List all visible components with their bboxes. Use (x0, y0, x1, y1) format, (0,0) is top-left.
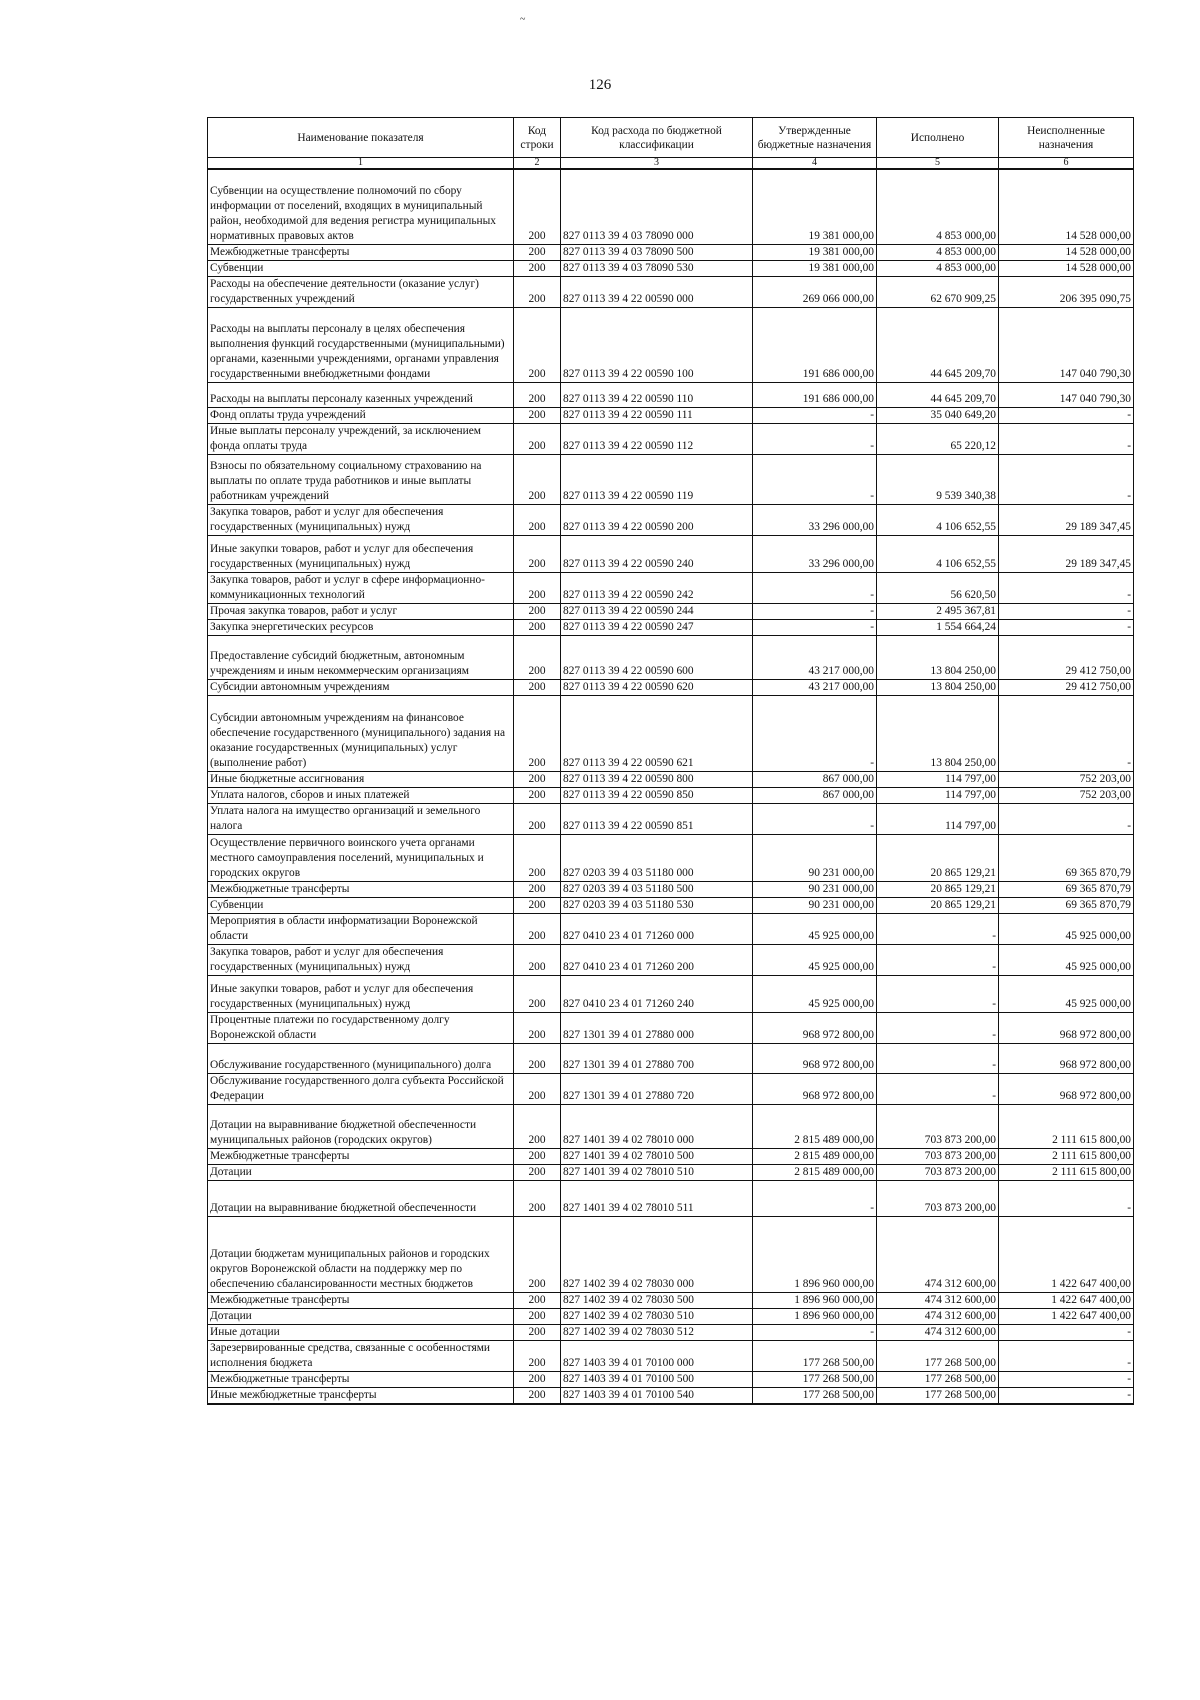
row-unexecuted: 147 040 790,30 (999, 382, 1134, 407)
row-executed: 44 645 209,70 (877, 307, 999, 382)
row-budget-code: 827 0113 39 4 22 00590 100 (561, 307, 753, 382)
row-line-code: 200 (514, 1324, 561, 1340)
table-row (208, 944, 1134, 975)
table-row (208, 881, 1134, 897)
row-approved: 968 972 800,00 (753, 1073, 877, 1104)
row-approved: 867 000,00 (753, 787, 877, 803)
row-unexecuted: 2 111 615 800,00 (999, 1104, 1134, 1148)
row-approved: 2 815 489 000,00 (753, 1104, 877, 1148)
row-executed: 44 645 209,70 (877, 382, 999, 407)
header-name: Наименование показателя (208, 118, 514, 158)
row-line-code: 200 (514, 1308, 561, 1324)
row-line-code: 200 (514, 1387, 561, 1404)
row-budget-code: 827 1403 39 4 01 70100 540 (561, 1387, 753, 1404)
column-number: 6 (999, 158, 1134, 170)
table-row (208, 1292, 1134, 1308)
row-line-code: 200 (514, 1073, 561, 1104)
row-line-code: 200 (514, 535, 561, 572)
row-name: Закупка энергетических ресурсов (208, 619, 514, 635)
row-line-code: 200 (514, 1043, 561, 1073)
row-budget-code: 827 0113 39 4 03 78090 530 (561, 260, 753, 276)
row-executed: 9 539 340,38 (877, 454, 999, 504)
row-budget-code: 827 1401 39 4 02 78010 510 (561, 1164, 753, 1180)
row-line-code: 200 (514, 695, 561, 771)
row-budget-code: 827 0113 39 4 22 00590 112 (561, 423, 753, 454)
row-line-code: 200 (514, 913, 561, 944)
row-approved: 1 896 960 000,00 (753, 1308, 877, 1324)
row-executed: 177 268 500,00 (877, 1387, 999, 1404)
row-budget-code: 827 0203 39 4 03 51180 530 (561, 897, 753, 913)
row-line-code: 200 (514, 1012, 561, 1043)
row-executed: 703 873 200,00 (877, 1104, 999, 1148)
row-approved: - (753, 572, 877, 603)
row-approved: 968 972 800,00 (753, 1012, 877, 1043)
row-unexecuted: - (999, 619, 1134, 635)
row-line-code: 200 (514, 787, 561, 803)
row-budget-code: 827 0410 23 4 01 71260 200 (561, 944, 753, 975)
row-name: Межбюджетные трансферты (208, 1371, 514, 1387)
table-row (208, 1104, 1134, 1148)
row-unexecuted: 1 422 647 400,00 (999, 1308, 1134, 1324)
row-budget-code: 827 1301 39 4 01 27880 000 (561, 1012, 753, 1043)
row-budget-code: 827 0113 39 4 22 00590 851 (561, 803, 753, 834)
row-executed: 65 220,12 (877, 423, 999, 454)
row-approved: - (753, 1180, 877, 1216)
table-row (208, 679, 1134, 695)
row-line-code: 200 (514, 504, 561, 535)
row-executed: 13 804 250,00 (877, 679, 999, 695)
row-executed: - (877, 944, 999, 975)
row-approved: 19 381 000,00 (753, 260, 877, 276)
row-approved: - (753, 695, 877, 771)
table-row (208, 1043, 1134, 1073)
scan-mark: ~ (520, 14, 526, 25)
row-budget-code: 827 0113 39 4 03 78090 500 (561, 244, 753, 260)
table-row (208, 1371, 1134, 1387)
row-name: Обслуживание государственного долга субъекта Российской Федерации (208, 1073, 514, 1104)
row-name: Иные закупки товаров, работ и услуг для обеспечения государственных (муниципальных) нужд (208, 535, 514, 572)
table-row (208, 619, 1134, 635)
table-row (208, 635, 1134, 679)
table-row (208, 771, 1134, 787)
header-executed: Исполнено (877, 118, 999, 158)
row-unexecuted: 69 365 870,79 (999, 881, 1134, 897)
row-approved: 2 815 489 000,00 (753, 1164, 877, 1180)
row-executed: 703 873 200,00 (877, 1164, 999, 1180)
row-line-code: 200 (514, 169, 561, 244)
column-number: 3 (561, 158, 753, 170)
row-budget-code: 827 0113 39 4 22 00590 200 (561, 504, 753, 535)
row-approved: 1 896 960 000,00 (753, 1216, 877, 1292)
row-unexecuted: 29 412 750,00 (999, 635, 1134, 679)
row-unexecuted: - (999, 572, 1134, 603)
row-line-code: 200 (514, 244, 561, 260)
table-row (208, 1012, 1134, 1043)
row-unexecuted: - (999, 454, 1134, 504)
row-approved: 45 925 000,00 (753, 913, 877, 944)
row-name: Дотации на выравнивание бюджетной обеспеченности (208, 1180, 514, 1216)
row-budget-code: 827 0113 39 4 22 00590 119 (561, 454, 753, 504)
row-name: Дотации (208, 1308, 514, 1324)
row-executed: - (877, 913, 999, 944)
row-line-code: 200 (514, 619, 561, 635)
row-line-code: 200 (514, 1164, 561, 1180)
row-unexecuted: 69 365 870,79 (999, 897, 1134, 913)
row-approved: 269 066 000,00 (753, 276, 877, 307)
row-executed: 703 873 200,00 (877, 1148, 999, 1164)
row-line-code: 200 (514, 1292, 561, 1308)
header-line-code: Код строки (514, 118, 561, 158)
row-approved: 43 217 000,00 (753, 679, 877, 695)
header-unexecuted: Неисполненные назначения (999, 118, 1134, 158)
row-name: Взносы по обязательному социальному страхованию на выплаты по оплате труда работников и иные выплаты работникам учреждений (208, 454, 514, 504)
header-approved: Утвержденные бюджетные назначения (753, 118, 877, 158)
table-row (208, 1148, 1134, 1164)
row-unexecuted: - (999, 423, 1134, 454)
table-row (208, 535, 1134, 572)
row-executed: 62 670 909,25 (877, 276, 999, 307)
row-line-code: 200 (514, 834, 561, 881)
row-line-code: 200 (514, 635, 561, 679)
row-unexecuted: 1 422 647 400,00 (999, 1292, 1134, 1308)
row-name: Обслуживание государственного (муниципального) долга (208, 1043, 514, 1073)
row-approved: - (753, 1324, 877, 1340)
row-approved: 45 925 000,00 (753, 944, 877, 975)
row-name: Субсидии автономным учреждениям на финансовое обеспечение государственного (муниципального) задания на оказание государственных (муниципальных) услуг (выполнение работ) (208, 695, 514, 771)
row-budget-code: 827 0203 39 4 03 51180 500 (561, 881, 753, 897)
row-budget-code: 827 0113 39 4 22 00590 621 (561, 695, 753, 771)
row-unexecuted: - (999, 1324, 1134, 1340)
row-approved: 90 231 000,00 (753, 881, 877, 897)
row-name: Расходы на обеспечение деятельности (оказание услуг) государственных учреждений (208, 276, 514, 307)
table-row (208, 897, 1134, 913)
row-executed: 1 554 664,24 (877, 619, 999, 635)
row-approved: 33 296 000,00 (753, 535, 877, 572)
row-unexecuted: 968 972 800,00 (999, 1073, 1134, 1104)
row-budget-code: 827 0410 23 4 01 71260 240 (561, 975, 753, 1012)
row-approved: 177 268 500,00 (753, 1340, 877, 1371)
row-approved: - (753, 407, 877, 423)
row-budget-code: 827 0113 39 4 22 00590 111 (561, 407, 753, 423)
row-budget-code: 827 1401 39 4 02 78010 511 (561, 1180, 753, 1216)
row-line-code: 200 (514, 572, 561, 603)
row-executed: 4 853 000,00 (877, 260, 999, 276)
row-approved: 90 231 000,00 (753, 834, 877, 881)
row-executed: 13 804 250,00 (877, 635, 999, 679)
row-name: Межбюджетные трансферты (208, 1292, 514, 1308)
page-number: 126 (588, 77, 612, 93)
table-row (208, 1308, 1134, 1324)
row-executed: - (877, 1043, 999, 1073)
budget-execution-table (207, 117, 1134, 1405)
row-name: Закупка товаров, работ и услуг для обеспечения государственных (муниципальных) нужд (208, 504, 514, 535)
row-name: Расходы на выплаты персоналу в целях обеспечения выполнения функций государственными (муниципальными) органами, казенными учреждениями, органами управления государственными внебюджетными фондами (208, 307, 514, 382)
table-row (208, 1324, 1134, 1340)
row-executed: 4 106 652,55 (877, 535, 999, 572)
row-unexecuted: 14 528 000,00 (999, 260, 1134, 276)
row-name: Субвенции на осуществление полномочий по сбору информации от поселений, входящих в муниципальный район, необходимой для ведения регистра муниципальных нормативных правовых актов (208, 169, 514, 244)
row-approved: - (753, 454, 877, 504)
row-name: Дотации бюджетам муниципальных районов и городских округов Воронежской области на поддержку мер по обеспечению сбалансированности местных бюджетов (208, 1216, 514, 1292)
row-budget-code: 827 0113 39 4 22 00590 244 (561, 603, 753, 619)
row-unexecuted: 968 972 800,00 (999, 1012, 1134, 1043)
table-row (208, 572, 1134, 603)
row-budget-code: 827 1301 39 4 01 27880 720 (561, 1073, 753, 1104)
row-executed: 177 268 500,00 (877, 1340, 999, 1371)
table-row (208, 307, 1134, 382)
row-unexecuted: - (999, 407, 1134, 423)
row-executed: 114 797,00 (877, 803, 999, 834)
table-row (208, 1340, 1134, 1371)
row-budget-code: 827 0113 39 4 22 00590 000 (561, 276, 753, 307)
row-unexecuted: - (999, 1180, 1134, 1216)
row-executed: 474 312 600,00 (877, 1308, 999, 1324)
row-name: Иные закупки товаров, работ и услуг для обеспечения государственных (муниципальных) нужд (208, 975, 514, 1012)
row-executed: 20 865 129,21 (877, 834, 999, 881)
column-number: 4 (753, 158, 877, 170)
row-budget-code: 827 0113 39 4 22 00590 800 (561, 771, 753, 787)
table-row (208, 244, 1134, 260)
row-budget-code: 827 0113 39 4 22 00590 600 (561, 635, 753, 679)
table-row (208, 1216, 1134, 1292)
row-budget-code: 827 0113 39 4 03 78090 000 (561, 169, 753, 244)
row-unexecuted: 45 925 000,00 (999, 913, 1134, 944)
row-executed: 474 312 600,00 (877, 1216, 999, 1292)
row-approved: 191 686 000,00 (753, 307, 877, 382)
row-budget-code: 827 0113 39 4 22 00590 850 (561, 787, 753, 803)
row-line-code: 200 (514, 423, 561, 454)
row-budget-code: 827 1402 39 4 02 78030 500 (561, 1292, 753, 1308)
row-approved: - (753, 803, 877, 834)
row-unexecuted: - (999, 603, 1134, 619)
row-name: Иные межбюджетные трансферты (208, 1387, 514, 1404)
row-budget-code: 827 0410 23 4 01 71260 000 (561, 913, 753, 944)
column-number: 2 (514, 158, 561, 170)
table-row (208, 382, 1134, 407)
row-executed: 2 495 367,81 (877, 603, 999, 619)
row-executed: - (877, 1073, 999, 1104)
row-name: Расходы на выплаты персоналу казенных учреждений (208, 382, 514, 407)
row-line-code: 200 (514, 1148, 561, 1164)
table-row (208, 695, 1134, 771)
table-row (208, 834, 1134, 881)
row-executed: - (877, 1012, 999, 1043)
table-row (208, 276, 1134, 307)
row-name: Процентные платежи по государственному долгу Воронежской области (208, 1012, 514, 1043)
row-line-code: 200 (514, 307, 561, 382)
row-name: Межбюджетные трансферты (208, 244, 514, 260)
row-budget-code: 827 1401 39 4 02 78010 500 (561, 1148, 753, 1164)
row-line-code: 200 (514, 603, 561, 619)
row-line-code: 200 (514, 881, 561, 897)
row-unexecuted: - (999, 695, 1134, 771)
row-executed: 4 106 652,55 (877, 504, 999, 535)
row-unexecuted: 29 189 347,45 (999, 535, 1134, 572)
row-approved: 45 925 000,00 (753, 975, 877, 1012)
row-name: Осуществление первичного воинского учета органами местного самоуправления поселений, муниципальных и городских округов (208, 834, 514, 881)
row-unexecuted: - (999, 1371, 1134, 1387)
row-name: Иные бюджетные ассигнования (208, 771, 514, 787)
row-line-code: 200 (514, 771, 561, 787)
row-approved: 177 268 500,00 (753, 1371, 877, 1387)
row-line-code: 200 (514, 276, 561, 307)
row-name: Межбюджетные трансферты (208, 1148, 514, 1164)
row-unexecuted: 2 111 615 800,00 (999, 1148, 1134, 1164)
row-line-code: 200 (514, 1216, 561, 1292)
row-unexecuted: 14 528 000,00 (999, 169, 1134, 244)
row-budget-code: 827 0113 39 4 22 00590 242 (561, 572, 753, 603)
row-executed: 703 873 200,00 (877, 1180, 999, 1216)
row-unexecuted: 45 925 000,00 (999, 975, 1134, 1012)
row-approved: - (753, 619, 877, 635)
row-approved: 19 381 000,00 (753, 169, 877, 244)
row-name: Фонд оплаты труда учреждений (208, 407, 514, 423)
row-line-code: 200 (514, 897, 561, 913)
row-budget-code: 827 0113 39 4 22 00590 247 (561, 619, 753, 635)
row-executed: 177 268 500,00 (877, 1371, 999, 1387)
row-budget-code: 827 1403 39 4 01 70100 500 (561, 1371, 753, 1387)
row-budget-code: 827 1301 39 4 01 27880 700 (561, 1043, 753, 1073)
row-executed: 35 040 649,20 (877, 407, 999, 423)
row-approved: 1 896 960 000,00 (753, 1292, 877, 1308)
row-approved: 867 000,00 (753, 771, 877, 787)
table-row (208, 603, 1134, 619)
row-budget-code: 827 1402 39 4 02 78030 000 (561, 1216, 753, 1292)
row-line-code: 200 (514, 382, 561, 407)
row-budget-code: 827 1403 39 4 01 70100 000 (561, 1340, 753, 1371)
row-line-code: 200 (514, 803, 561, 834)
row-executed: 474 312 600,00 (877, 1292, 999, 1308)
row-executed: - (877, 975, 999, 1012)
row-executed: 20 865 129,21 (877, 897, 999, 913)
row-budget-code: 827 0113 39 4 22 00590 110 (561, 382, 753, 407)
column-number: 1 (208, 158, 514, 170)
row-unexecuted: 14 528 000,00 (999, 244, 1134, 260)
row-line-code: 200 (514, 944, 561, 975)
row-name: Субсидии автономным учреждениям (208, 679, 514, 695)
row-approved: 43 217 000,00 (753, 635, 877, 679)
row-executed: 56 620,50 (877, 572, 999, 603)
row-unexecuted: 968 972 800,00 (999, 1043, 1134, 1073)
row-line-code: 200 (514, 679, 561, 695)
table-row (208, 1180, 1134, 1216)
row-budget-code: 827 0113 39 4 22 00590 620 (561, 679, 753, 695)
row-approved: 19 381 000,00 (753, 244, 877, 260)
row-line-code: 200 (514, 1371, 561, 1387)
row-budget-code: 827 0113 39 4 22 00590 240 (561, 535, 753, 572)
row-name: Межбюджетные трансферты (208, 881, 514, 897)
row-unexecuted: - (999, 803, 1134, 834)
row-budget-code: 827 1402 39 4 02 78030 510 (561, 1308, 753, 1324)
row-name: Предоставление субсидий бюджетным, автономным учреждениям и иным некоммерческим организациям (208, 635, 514, 679)
row-budget-code: 827 1401 39 4 02 78010 000 (561, 1104, 753, 1148)
row-line-code: 200 (514, 260, 561, 276)
row-unexecuted: 29 412 750,00 (999, 679, 1134, 695)
row-unexecuted: 752 203,00 (999, 771, 1134, 787)
row-unexecuted: - (999, 1340, 1134, 1371)
row-unexecuted: 29 189 347,45 (999, 504, 1134, 535)
row-approved: - (753, 603, 877, 619)
table-row (208, 407, 1134, 423)
row-unexecuted: 752 203,00 (999, 787, 1134, 803)
row-approved: 2 815 489 000,00 (753, 1148, 877, 1164)
row-name: Уплата налогов, сборов и иных платежей (208, 787, 514, 803)
row-approved: 191 686 000,00 (753, 382, 877, 407)
row-line-code: 200 (514, 1104, 561, 1148)
table-row (208, 504, 1134, 535)
row-unexecuted: 2 111 615 800,00 (999, 1164, 1134, 1180)
row-name: Субвенции (208, 897, 514, 913)
row-approved: 177 268 500,00 (753, 1387, 877, 1404)
table-row (208, 454, 1134, 504)
header-budget-code: Код расхода по бюджетной классификации (561, 118, 753, 158)
row-executed: 20 865 129,21 (877, 881, 999, 897)
row-executed: 13 804 250,00 (877, 695, 999, 771)
row-name: Иные дотации (208, 1324, 514, 1340)
row-unexecuted: 45 925 000,00 (999, 944, 1134, 975)
row-name: Зарезервированные средства, связанные с особенностями исполнения бюджета (208, 1340, 514, 1371)
row-executed: 4 853 000,00 (877, 169, 999, 244)
row-line-code: 200 (514, 454, 561, 504)
column-number: 5 (877, 158, 999, 170)
table-row (208, 260, 1134, 276)
row-name: Иные выплаты персоналу учреждений, за исключением фонда оплаты труда (208, 423, 514, 454)
row-budget-code: 827 0203 39 4 03 51180 000 (561, 834, 753, 881)
table-row (208, 1164, 1134, 1180)
row-name: Закупка товаров, работ и услуг для обеспечения государственных (муниципальных) нужд (208, 944, 514, 975)
row-name: Дотации (208, 1164, 514, 1180)
row-unexecuted: 69 365 870,79 (999, 834, 1134, 881)
row-name: Мероприятия в области информатизации Воронежской области (208, 913, 514, 944)
row-executed: 114 797,00 (877, 771, 999, 787)
row-budget-code: 827 1402 39 4 02 78030 512 (561, 1324, 753, 1340)
row-name: Субвенции (208, 260, 514, 276)
row-approved: 90 231 000,00 (753, 897, 877, 913)
row-unexecuted: 1 422 647 400,00 (999, 1216, 1134, 1292)
table-body (208, 169, 1134, 1404)
table-row (208, 1073, 1134, 1104)
table-row (208, 787, 1134, 803)
row-name: Дотации на выравнивание бюджетной обеспеченности муниципальных районов (городских округов) (208, 1104, 514, 1148)
table-row (208, 423, 1134, 454)
row-name: Прочая закупка товаров, работ и услуг (208, 603, 514, 619)
row-line-code: 200 (514, 975, 561, 1012)
row-approved: 968 972 800,00 (753, 1043, 877, 1073)
table-row (208, 803, 1134, 834)
row-unexecuted: 206 395 090,75 (999, 276, 1134, 307)
row-unexecuted: 147 040 790,30 (999, 307, 1134, 382)
row-line-code: 200 (514, 1340, 561, 1371)
row-executed: 4 853 000,00 (877, 244, 999, 260)
table-row (208, 913, 1134, 944)
row-name: Закупка товаров, работ и услуг в сфере информационно-коммуникационных технологий (208, 572, 514, 603)
row-line-code: 200 (514, 1180, 561, 1216)
row-executed: 114 797,00 (877, 787, 999, 803)
table-row (208, 975, 1134, 1012)
row-unexecuted: - (999, 1387, 1134, 1404)
row-executed: 474 312 600,00 (877, 1324, 999, 1340)
table-row (208, 1387, 1134, 1404)
row-approved: 33 296 000,00 (753, 504, 877, 535)
row-approved: - (753, 423, 877, 454)
row-line-code: 200 (514, 407, 561, 423)
row-name: Уплата налога на имущество организаций и земельного налога (208, 803, 514, 834)
table-row (208, 169, 1134, 244)
